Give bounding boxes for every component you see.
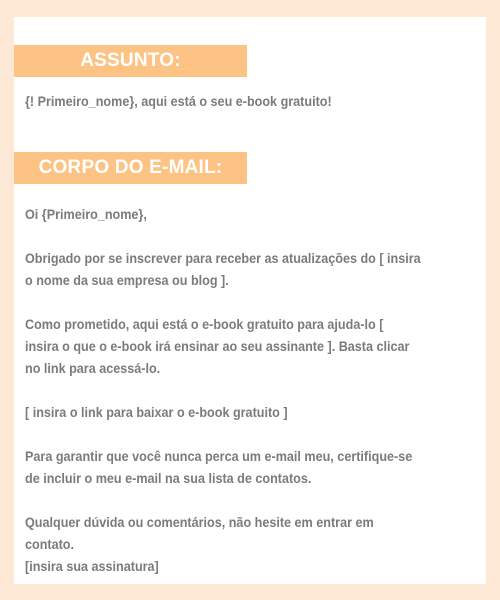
body-paragraph-thanks: Obrigado por se inscrever para receber as atualizações do [ insira o nome da sua empresa ou blog ]. [25, 250, 421, 288]
body-header-label: CORPO DO E-MAIL: [38, 157, 223, 178]
subject-header-label: ASSUNTO: [80, 50, 181, 71]
subject-header [14, 45, 247, 77]
body-header [14, 152, 247, 184]
body-paragraph-contacts: Para garantir que você nunca perca um e-mail meu, certifique-se de incluir o meu e-mail na sua lista de contatos. [25, 448, 413, 486]
body-paragraph-link: [ insira o link para baixar o e-book gratuito ] [25, 404, 288, 420]
email-template-card [14, 17, 486, 584]
body-paragraph-closing: Qualquer dúvida ou comentários, não hesite em entrar em contato. [insira sua assinatura] [25, 514, 374, 574]
body-paragraph-promise: Como prometido, aqui está o e-book gratuito para ajuda-lo [ insira o que o e-book irá ensinar ao seu assinante ]. Basta clicar no link para acessá-lo. [25, 316, 410, 376]
subject-text: {! Primeiro_nome}, aqui está o seu e-book gratuito! [25, 93, 332, 109]
body-greeting: Oi {Primeiro_nome}, [25, 206, 147, 222]
email-body [25, 203, 475, 577]
